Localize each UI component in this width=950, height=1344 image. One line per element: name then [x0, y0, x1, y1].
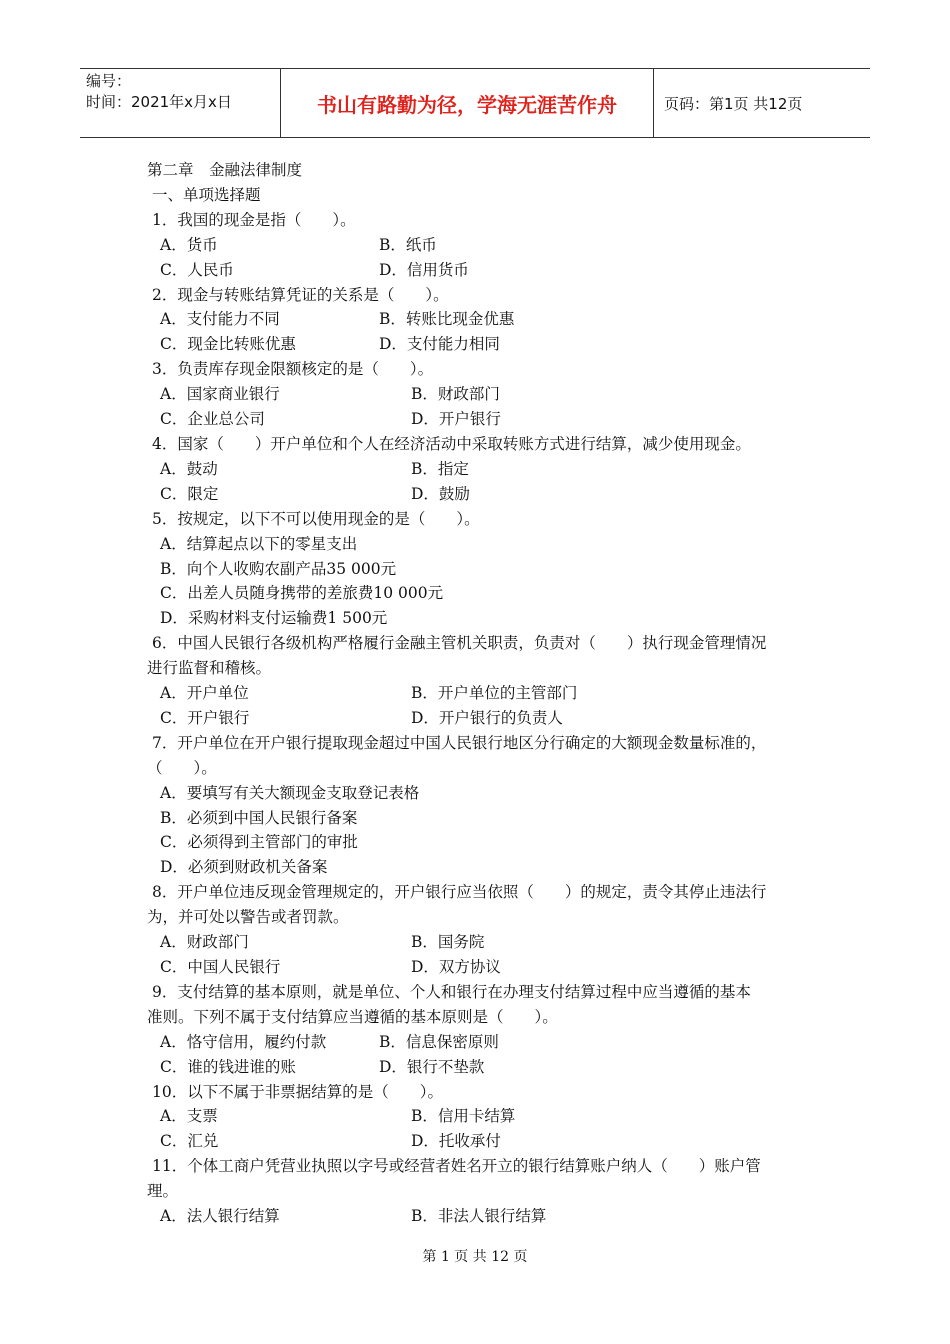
header-motto: 书山有路勤为径，学海无涯苦作舟	[281, 69, 654, 137]
answer-option: C．开户银行	[160, 708, 250, 727]
answer-option: A．支付能力不同	[160, 310, 280, 329]
question-stem: 10．以下不属于非票据结算的是（ ）。	[152, 1082, 443, 1101]
answer-option: D．信用货币	[379, 260, 469, 279]
answer-option-row	[147, 482, 827, 507]
question-stem: 7．开户单位在开户银行提取现金超过中国人民银行地区分行确定的大额现金数量标准的，	[152, 733, 767, 752]
answer-option: A．要填写有关大额现金支取登记表格	[160, 783, 420, 802]
answer-option: A．财政部门	[160, 933, 249, 952]
question-stem-continued: 准则。下列不属于支付结算应当遵循的基本原则是（ ）。	[147, 1007, 558, 1026]
answer-option: C．必须得到主管部门的审批	[160, 833, 358, 852]
header-meta	[80, 69, 281, 137]
answer-option: D．开户银行的负责人	[411, 708, 563, 727]
document-body	[147, 158, 827, 1229]
question-stem: 1．我国的现金是指（ ）。	[152, 210, 356, 229]
answer-option: B．指定	[411, 459, 469, 478]
answer-option: B．非法人银行结算	[411, 1207, 547, 1226]
document-date: 时间：2021年x月x日	[86, 93, 232, 111]
answer-option: A．法人银行结算	[160, 1207, 280, 1226]
answer-option: A．恪守信用，履约付款	[160, 1032, 327, 1051]
question-stem-continued: （ ）。	[147, 758, 217, 777]
answer-option-row	[147, 1204, 827, 1229]
answer-option: A．支票	[160, 1107, 218, 1126]
document-number-label: 编号：	[86, 72, 132, 90]
answer-option-row	[147, 930, 827, 955]
answer-option: B．信息保密原则	[379, 1032, 499, 1051]
answer-option: C．汇兑	[160, 1132, 219, 1151]
page-header	[80, 68, 870, 138]
question-stem-continued: 理。	[147, 1182, 179, 1201]
answer-option-row	[147, 332, 827, 357]
answer-option: B．财政部门	[411, 385, 500, 404]
answer-option: C．现金比转账优惠	[160, 335, 296, 354]
header-page-info: 页码：第1页 共12页	[664, 94, 803, 113]
answer-option: C．限定	[160, 484, 219, 503]
question-stem-continued: 为，并可处以警告或者罚款。	[147, 908, 349, 927]
answer-option: C．企业总公司	[160, 410, 265, 429]
answer-option: D．采购材料支付运输费1 500元	[160, 609, 388, 628]
question-stem: 6．中国人民银行各级机构严格履行金融主管机关职责，负责对（ ）执行现金管理情况	[152, 634, 767, 653]
answer-option: D．托收承付	[411, 1132, 501, 1151]
answer-option: D．银行不垫款	[379, 1057, 485, 1076]
answer-option-row	[147, 681, 827, 706]
page-footer: 第 1 页 共 12 页	[422, 1249, 528, 1265]
answer-option-row	[147, 407, 827, 432]
section-title: 一、单项选择题	[152, 185, 261, 204]
answer-option-row	[147, 1104, 827, 1129]
question-stem: 3．负责库存现金限额核定的是（ ）。	[152, 360, 434, 379]
answer-option: A．结算起点以下的零星支出	[160, 534, 358, 553]
answer-option-row	[147, 307, 827, 332]
answer-option: C．出差人员随身携带的差旅费10 000元	[160, 584, 444, 603]
answer-option: C．中国人民银行	[160, 958, 281, 976]
question-stem-continued: 进行监督和稽核。	[147, 659, 272, 678]
answer-option-row	[147, 382, 827, 407]
answer-option-row	[147, 1030, 827, 1055]
question-stem: 2．现金与转账结算凭证的关系是（ ）。	[152, 285, 449, 304]
answer-option-row	[147, 706, 827, 731]
question-stem: 9．支付结算的基本原则，就是单位、个人和银行在办理支付结算过程中应当遵循的基本	[152, 982, 751, 1001]
answer-option: A．货币	[160, 235, 218, 254]
answer-option: D．支付能力相同	[379, 335, 500, 354]
question-stem: 5．按规定，以下不可以使用现金的是（ ）。	[152, 509, 480, 528]
answer-option: B．向个人收购农副产品35 000元	[160, 559, 397, 578]
answer-option: A．鼓动	[160, 459, 218, 478]
answer-option: D．开户银行	[411, 410, 501, 429]
chapter-title: 第二章 金融法律制度	[147, 161, 303, 179]
question-stem: 4．国家（ ）开户单位和个人在经济活动中采取转账方式进行结算，减少使用现金。	[152, 434, 751, 453]
answer-option-row	[147, 457, 827, 482]
answer-option-row	[147, 1055, 827, 1080]
answer-option: A．开户单位	[160, 684, 249, 703]
question-stem: 8．开户单位违反现金管理规定的，开户银行应当依照（ ）的规定，责令其停止违法行	[152, 883, 767, 902]
question-stem: 11．个体工商户凭营业执照以字号或经营者姓名开立的银行结算账户纳人（ ）账户管	[152, 1157, 761, 1176]
answer-option: D．双方协议	[411, 958, 501, 976]
answer-option: B．纸币	[379, 235, 437, 254]
answer-option: C．人民币	[160, 260, 234, 279]
answer-option: B．国务院	[411, 933, 485, 952]
answer-option: A．国家商业银行	[160, 385, 280, 404]
answer-option-row	[147, 258, 827, 283]
answer-option-row	[147, 233, 827, 258]
answer-option: D．必须到财政机关备案	[160, 858, 328, 877]
answer-option: C．谁的钱进谁的账	[160, 1057, 296, 1076]
answer-option: D．鼓励	[411, 484, 470, 503]
answer-option-row	[147, 1129, 827, 1154]
answer-option: B．转账比现金优惠	[379, 310, 515, 329]
answer-option: B．必须到中国人民银行备案	[160, 808, 358, 827]
answer-option: B．信用卡结算	[411, 1107, 516, 1126]
answer-option-row	[147, 955, 827, 980]
answer-option: B．开户单位的主管部门	[411, 684, 578, 703]
